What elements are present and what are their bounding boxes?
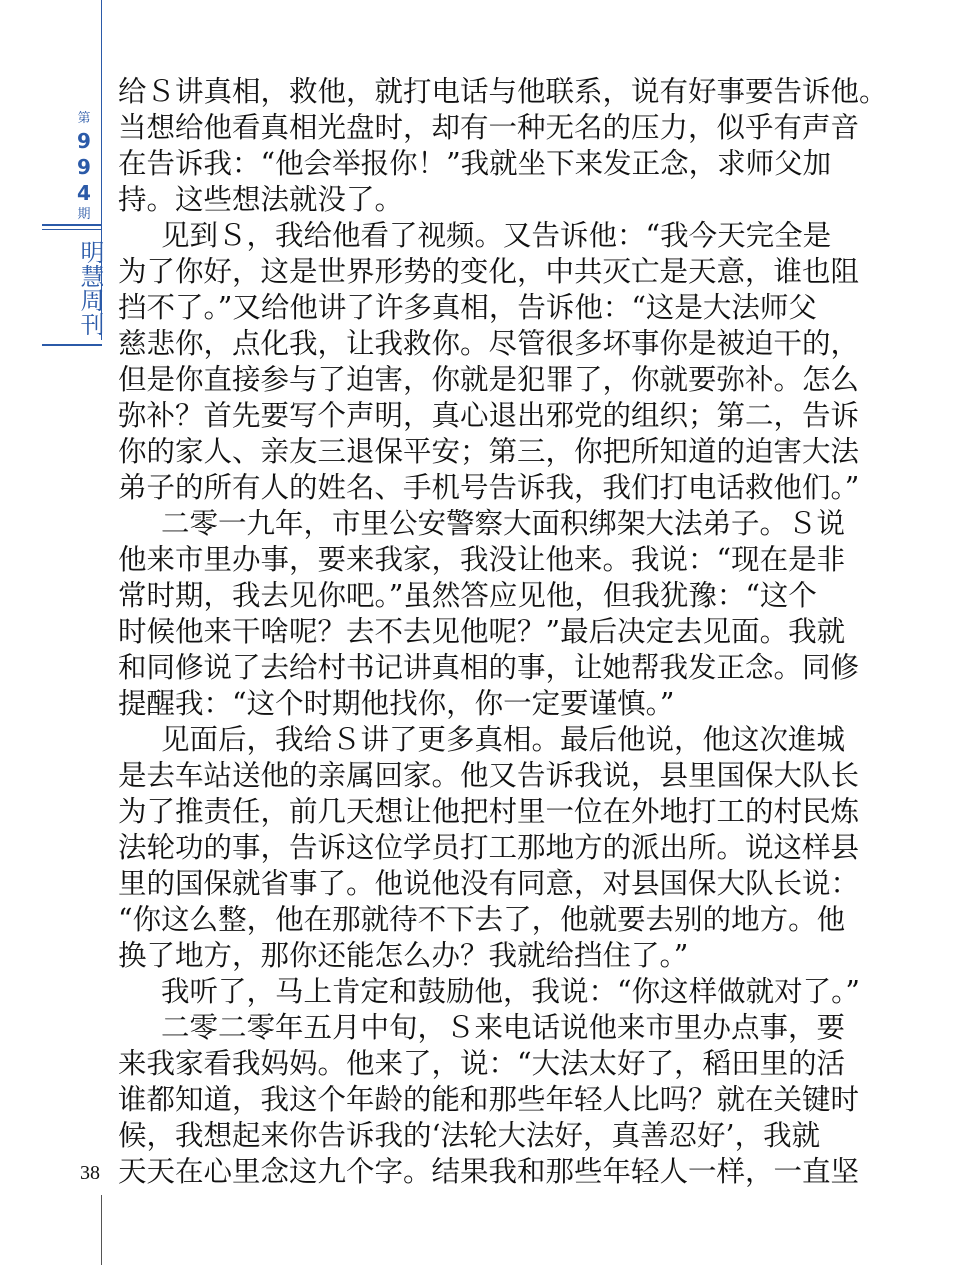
text-line: 持。这些想法就没了。 bbox=[118, 183, 404, 216]
text-line: 你的家人、亲友三退保平安；第三，你把所知道的迫害大法 bbox=[118, 435, 860, 468]
text-line: 他来市里办事，要来我家，我没让他来。我说：“现在是非 bbox=[118, 543, 846, 576]
sidebar-lower-rule bbox=[101, 1195, 102, 1265]
text-line: 法轮功的事，告诉这位学员打工那地方的派出所。说这样县 bbox=[118, 831, 860, 864]
issue-digit: 9 bbox=[77, 129, 91, 153]
text-line: 在告诉我：“他会举报你！”我就坐下来发正念，求师父加 bbox=[118, 147, 832, 180]
text-line: 谁都知道，我这个年龄的能和那些年轻人比吗？就在关键时 bbox=[118, 1083, 860, 1116]
text-line: 里的国保就省事了。他说他没有同意，对县国保大队长说： bbox=[118, 867, 860, 900]
text-line: 常时期，我去见你吧。”虽然答应见他，但我犹豫：“这个 bbox=[118, 579, 817, 612]
text-line: 为了推责任，前几天想让他把村里一位在外地打工的村民炼 bbox=[118, 795, 860, 828]
text-line: 来我家看我妈妈。他来了，说：“大法太好了，稻田里的活 bbox=[118, 1047, 846, 1080]
sidebar-divider bbox=[42, 344, 102, 346]
issue-suffix: 期 bbox=[77, 207, 91, 222]
text-line: 弟子的所有人的姓名、手机号告诉我，我们打电话救他们。” bbox=[118, 471, 860, 504]
text-line: 二零二零年五月中旬，Ｓ来电话说他来市里办点事，要 bbox=[161, 1011, 846, 1044]
text-line: 当想给他看真相光盘时，却有一种无名的压力，似乎有声音 bbox=[118, 111, 860, 144]
issue-prefix: 第 bbox=[77, 111, 91, 126]
magazine-title: 明慧周刊 bbox=[76, 240, 104, 336]
text-line: “你这么整，他在那就待不下去了，他就要去别的地方。他 bbox=[118, 903, 846, 936]
text-line: 但是你直接参与了迫害，你就是犯罪了，你就要弥补。怎么 bbox=[118, 363, 860, 396]
sidebar-divider bbox=[42, 229, 102, 230]
text-line: 见到Ｓ，我给他看了视频。又告诉他：“我今天完全是 bbox=[161, 219, 832, 252]
text-line: 慈悲你，点化我，让我救你。尽管很多坏事你是被迫干的， bbox=[118, 327, 860, 360]
text-line: 为了你好，这是世界形势的变化，中共灭亡是天意，谁也阻 bbox=[118, 255, 860, 288]
article-body bbox=[118, 74, 888, 1190]
text-line: 和同修说了去给村书记讲真相的事，让她帮我发正念。同修 bbox=[118, 651, 860, 684]
text-line: 提醒我：“这个时期他找你，你一定要谨慎。” bbox=[118, 687, 675, 720]
text-line: 是去车站送他的亲属回家。他又告诉我说，县里国保大队长 bbox=[118, 759, 860, 792]
issue-digit: 9 bbox=[77, 155, 91, 179]
text-line: 天天在心里念这九个字。结果我和那些年轻人一样，一直坚 bbox=[118, 1155, 860, 1188]
text-line: 见面后，我给Ｓ讲了更多真相。最后他说，他这次進城 bbox=[161, 723, 846, 756]
text-line: 弥补？首先要写个声明，真心退出邪党的组织；第二，告诉 bbox=[118, 399, 860, 432]
page-number: 38 bbox=[80, 1162, 100, 1184]
text-line: 挡不了。”又给他讲了许多真相，告诉他：“这是大法师父 bbox=[118, 291, 817, 324]
text-line: 候，我想起来你告诉我的‘法轮大法好，真善忍好’，我就 bbox=[118, 1119, 821, 1152]
sidebar-divider bbox=[42, 224, 102, 226]
text-line: 时候他来干啥呢？去不去见他呢？”最后决定去见面。我就 bbox=[118, 615, 846, 648]
text-line: 二零一九年，市里公安警察大面积绑架大法弟子。Ｓ说 bbox=[161, 507, 846, 540]
text-line: 换了地方，那你还能怎么办？我就给挡住了。” bbox=[118, 939, 689, 972]
text-line: 给Ｓ讲真相，救他，就打电话与他联系，说有好事要告诉他。 bbox=[118, 75, 888, 108]
text-line: 我听了，马上肯定和鼓励他，我说：“你这样做就对了。” bbox=[161, 975, 860, 1008]
issue-digit: 4 bbox=[77, 181, 91, 205]
issue-number bbox=[66, 110, 102, 224]
